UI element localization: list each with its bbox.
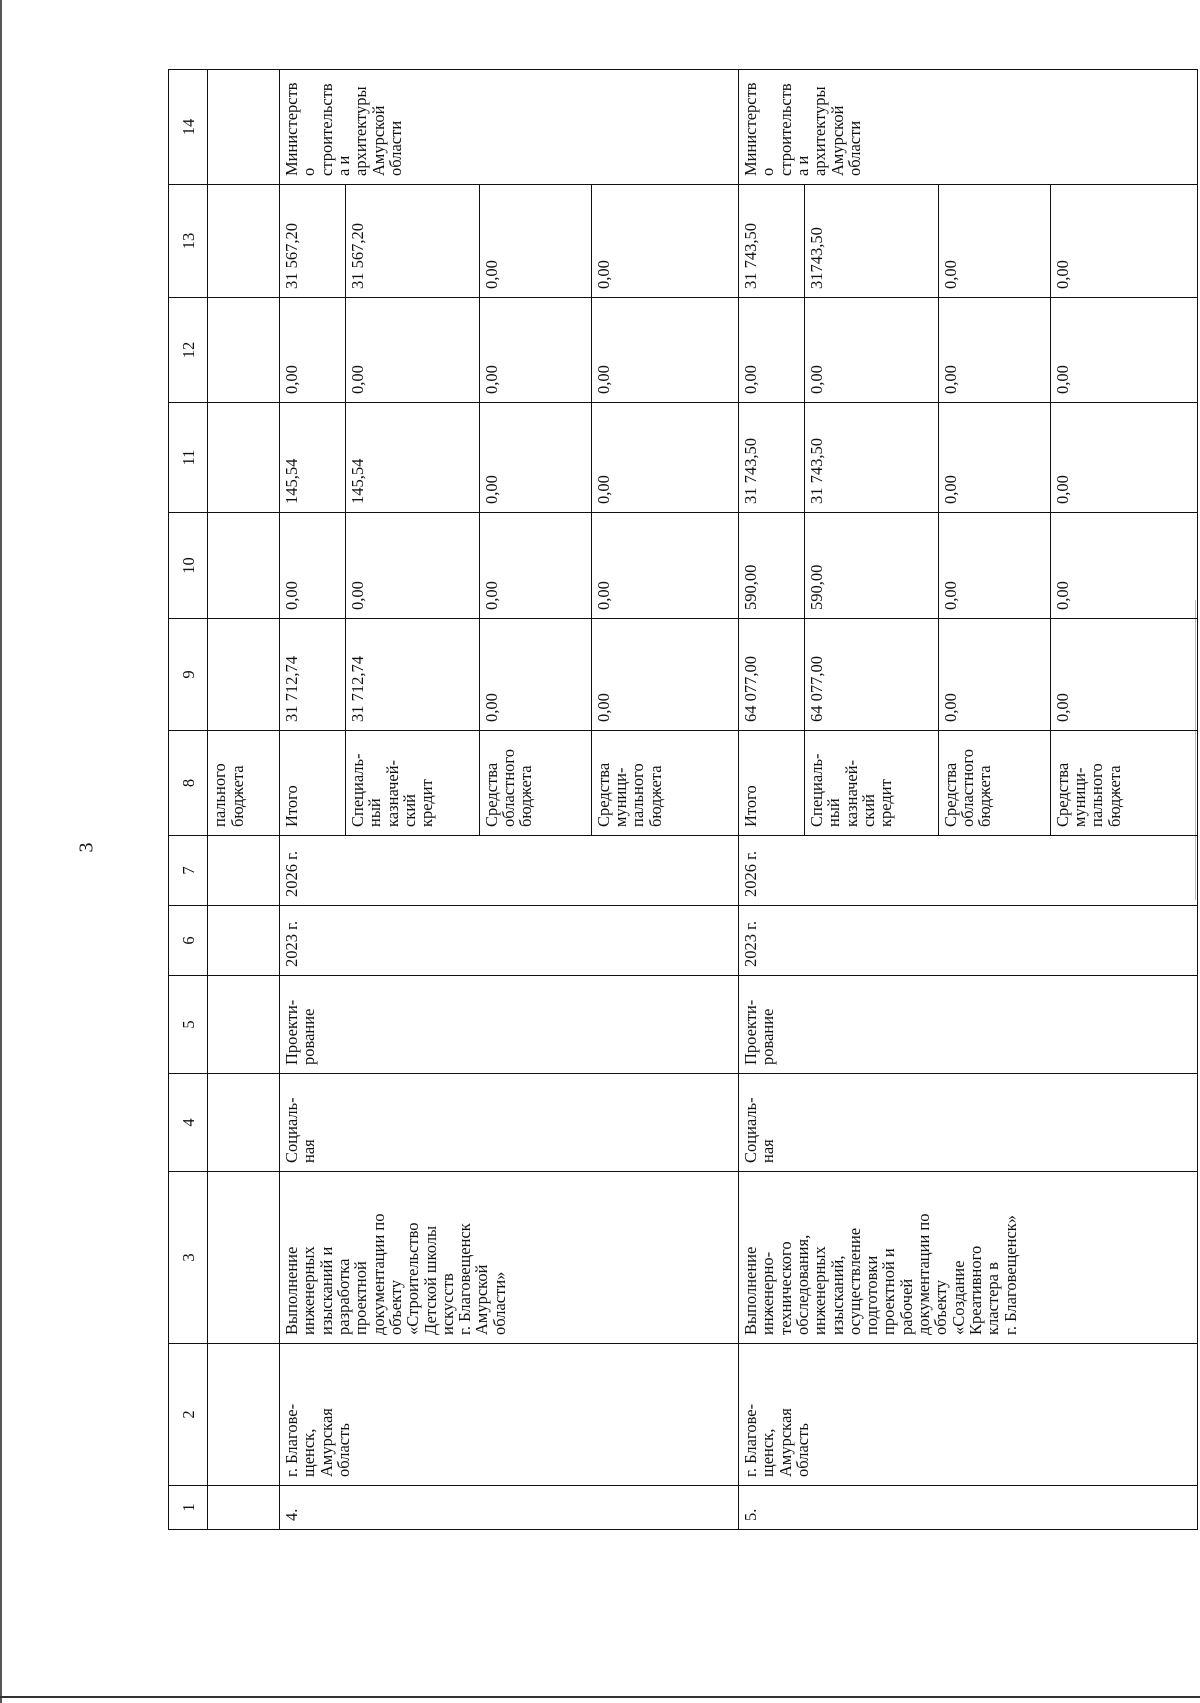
header-cell: 11: [169, 403, 208, 513]
table-cell: [208, 70, 280, 185]
object-name: Выполнение инженерно- технического обследования, инженерных изысканий, осуществление подготовки проектной и рабочей документации по объекту «Создание Креативного кластера в г. Благовещенск»: [738, 1172, 1197, 1344]
funding-source-label: Средства областного бюджета: [479, 731, 591, 836]
value-col-11: 31 743,50: [738, 403, 804, 513]
table-cell: [208, 185, 280, 298]
value-col-13: 0,00: [479, 185, 591, 298]
value-col-13: 0,00: [1050, 185, 1197, 298]
table-cell: [208, 1074, 280, 1172]
funding-source-label: Средства муници- пального бюджета: [591, 731, 738, 836]
value-col-12: 0,00: [479, 298, 591, 403]
value-col-10: 590,00: [738, 513, 804, 619]
value-col-10: 0,00: [479, 513, 591, 619]
value-col-9: 0,00: [1050, 619, 1197, 731]
value-col-10: 0,00: [1050, 513, 1197, 619]
table-row: [280, 70, 346, 1530]
object-location: г. Благове- щенск, Амурская область: [738, 1344, 1197, 1486]
value-col-10: 0,00: [280, 513, 346, 619]
value-col-9: 31 712,74: [280, 619, 346, 731]
responsible-agency: Министерство строительства и архитектуры Амурской области: [280, 70, 739, 185]
value-col-12: 0,00: [280, 298, 346, 403]
value-col-9: 31 712,74: [346, 619, 479, 731]
continuation-budget-label: пального бюджета: [208, 731, 280, 836]
funding-source-label: Средства областного бюджета: [938, 731, 1050, 836]
value-col-13: 0,00: [591, 185, 738, 298]
value-col-11: 31 743,50: [805, 403, 938, 513]
header-cell: 4: [169, 1074, 208, 1172]
header-cell: 10: [169, 513, 208, 619]
object-stage: Проекти- рование: [280, 976, 739, 1074]
funding-source-label: Специаль- ный казначей- ский кредит: [805, 731, 938, 836]
header-cell: 9: [169, 619, 208, 731]
page-number: 3: [75, 842, 98, 853]
responsible-agency: Министерство строительства и архитектуры Амурской области: [738, 70, 1197, 185]
table-cell: [208, 1344, 280, 1486]
table-cell: [208, 836, 280, 906]
scan-border-bottom: [0, 1696, 1200, 1698]
object-type: Социаль- ная: [738, 1074, 1197, 1172]
value-col-13: 31 567,20: [346, 185, 479, 298]
value-col-9: 0,00: [591, 619, 738, 731]
value-col-12: 0,00: [1050, 298, 1197, 403]
table-cell: [208, 298, 280, 403]
value-col-11: 145,54: [346, 403, 479, 513]
value-col-12: 0,00: [346, 298, 479, 403]
table-cell: [208, 906, 280, 976]
row-number: 4.: [280, 1486, 739, 1530]
object-table: [168, 69, 1198, 1530]
table-cell: [208, 1486, 280, 1530]
value-col-12: 0,00: [805, 298, 938, 403]
header-cell: 8: [169, 731, 208, 836]
value-col-9: 64 077,00: [738, 619, 804, 731]
header-cell: 7: [169, 836, 208, 906]
header-cell: 6: [169, 906, 208, 976]
value-col-13: 31743,50: [805, 185, 938, 298]
header-cell: 3: [169, 1172, 208, 1344]
value-col-10: 0,00: [346, 513, 479, 619]
object-stage: Проекти- рование: [738, 976, 1197, 1074]
funding-source-label: Итого: [738, 731, 804, 836]
value-col-13: 0,00: [938, 185, 1050, 298]
value-col-12: 0,00: [738, 298, 804, 403]
value-col-11: 0,00: [1050, 403, 1197, 513]
funding-source-label: Специаль- ный казначей- ский кредит: [346, 731, 479, 836]
object-name: Выполнение инженерных изысканий и разработка проектной документации по объекту «Строительство Детской школы искусств г. Благовещенск Амурской области»: [280, 1172, 739, 1344]
value-col-9: 64 077,00: [805, 619, 938, 731]
start-year: 2023 г.: [738, 906, 1197, 976]
end-year: 2026 г.: [280, 836, 739, 906]
funding-source-label: Итого: [280, 731, 346, 836]
value-col-10: 590,00: [805, 513, 938, 619]
table-cell: [208, 619, 280, 731]
header-row: [169, 70, 208, 1530]
value-col-11: 0,00: [479, 403, 591, 513]
table-cell: [208, 403, 280, 513]
header-cell: 2: [169, 1344, 208, 1486]
start-year: 2023 г.: [280, 906, 739, 976]
table-row: [738, 70, 804, 1530]
header-cell: 14: [169, 70, 208, 185]
scan-border-left: [0, 0, 2, 1703]
value-col-10: 0,00: [938, 513, 1050, 619]
header-cell: 1: [169, 1486, 208, 1530]
value-col-9: 0,00: [479, 619, 591, 731]
end-year: 2026 г.: [738, 836, 1197, 906]
header-cell: 12: [169, 298, 208, 403]
continuation-row: [208, 70, 280, 1530]
value-col-9: 0,00: [938, 619, 1050, 731]
value-col-13: 31 743,50: [738, 185, 804, 298]
header-cell: 5: [169, 976, 208, 1074]
value-col-12: 0,00: [591, 298, 738, 403]
value-col-11: 145,54: [280, 403, 346, 513]
value-col-13: 31 567,20: [280, 185, 346, 298]
value-col-12: 0,00: [938, 298, 1050, 403]
table-cell: [208, 1172, 280, 1344]
value-col-11: 0,00: [938, 403, 1050, 513]
rotated-table-container: [168, 70, 1198, 1530]
header-cell: 13: [169, 185, 208, 298]
value-col-10: 0,00: [591, 513, 738, 619]
row-number: 5.: [738, 1486, 1197, 1530]
funding-source-label: Средства муници- пального бюджета: [1050, 731, 1197, 836]
object-location: г. Благове- щенск, Амурская область: [280, 1344, 739, 1486]
table-cell: [208, 513, 280, 619]
table-cell: [208, 976, 280, 1074]
object-type: Социаль- ная: [280, 1074, 739, 1172]
value-col-11: 0,00: [591, 403, 738, 513]
